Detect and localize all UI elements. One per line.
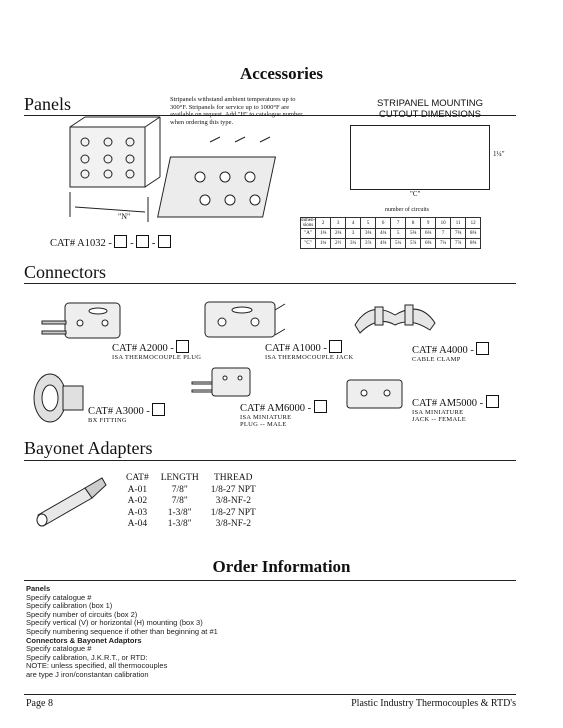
- table-cell: 7/8": [171, 496, 188, 506]
- circuit-cell: 5: [361, 218, 376, 229]
- circuit-cell: 12: [466, 218, 481, 229]
- order-heading: Order Information: [212, 557, 351, 576]
- connector-am5000-desc2: JACK -- FEMALE: [412, 416, 467, 423]
- connector-am6000-desc1: ISA MINIATURE: [240, 414, 292, 421]
- connector-am5000: [412, 395, 499, 423]
- panels-heading: Panels: [24, 94, 71, 114]
- a4000-calibration-box[interactable]: [476, 342, 489, 355]
- footer-rule: [24, 694, 516, 695]
- circuit-cell: 4: [346, 218, 361, 229]
- circuit-cell: "A": [301, 229, 316, 239]
- circuit-cell: 6: [376, 218, 391, 229]
- circuit-cell: 3: [331, 218, 346, 229]
- connector-am5000-desc1: ISA MINIATURE: [412, 409, 464, 416]
- publication-title: Plastic Industry Thermocouples & RTD's: [351, 698, 516, 709]
- order-line: Specify calibration, J.K.R.T., or RTD:: [26, 652, 148, 662]
- circuit-cell: 8: [406, 218, 421, 229]
- a2000-calibration-box[interactable]: [176, 340, 189, 353]
- circuit-cell: 3⅞: [361, 239, 376, 249]
- table-row: [120, 485, 262, 497]
- circuit-cell: 6⅜: [421, 229, 436, 239]
- circuit-cell: 1¾: [316, 239, 331, 249]
- bayonet-column-header: LENGTH: [160, 473, 199, 483]
- table-cell: 1-3/8": [167, 507, 192, 518]
- circuit-cell: 2: [316, 218, 331, 229]
- table-cell: 3/8-NF-2: [215, 496, 251, 506]
- connector-a2000-cat: CAT# A2000 -: [112, 343, 174, 354]
- miniature-jack-icon: [342, 375, 412, 415]
- circuit-cell: 3⅝: [361, 229, 376, 239]
- order-line: Connectors & Bayonet Adaptors: [26, 635, 142, 645]
- connector-a4000-desc: CABLE CLAMP: [412, 356, 461, 363]
- circuit-row-c: [301, 239, 481, 249]
- order-line: Specify numbering sequence if other than beginning at #1: [26, 626, 218, 636]
- am5000-calibration-box[interactable]: [486, 395, 499, 408]
- mounting-title-line1: STRIPANEL MOUNTING: [376, 98, 484, 109]
- cutout-width: "C": [410, 190, 421, 198]
- circuit-cell: 2⅜: [331, 229, 346, 239]
- circuit-cell: 6⅝: [421, 239, 436, 249]
- mounting-title-line2: CUTOUT DIMENSIONS: [378, 109, 482, 120]
- order-line: NOTE: unless specified, all thermocouples: [26, 661, 168, 671]
- connector-a3000-desc: BX FITTING: [88, 417, 127, 424]
- circuit-cell: 7¼: [436, 239, 451, 249]
- a3000-calibration-box[interactable]: [152, 403, 165, 416]
- circuits-header: number of circuits: [385, 207, 429, 213]
- connector-am6000-cat: CAT# AM6000 -: [240, 403, 312, 414]
- circuit-cell: 8⅝: [466, 239, 481, 249]
- connector-a1000: [265, 340, 354, 361]
- table-cell: 7/8": [171, 484, 188, 495]
- page-number: Page 8: [26, 698, 53, 709]
- circuit-cell: 5⅞: [406, 239, 421, 249]
- circuit-cell: 7: [436, 229, 451, 239]
- bayonet-heading: Bayonet Adapters: [24, 438, 153, 458]
- connector-a3000: [88, 403, 165, 424]
- order-line: Specify catalogue #: [26, 644, 92, 654]
- mounting-title: [345, 98, 515, 120]
- order-line: Specify number of circuits (box 2): [26, 609, 138, 619]
- table-cell: 1/8-27 NPT: [210, 484, 256, 495]
- order-line: are type J iron/constantan calibration: [26, 669, 149, 679]
- table-cell: A-04: [127, 519, 148, 529]
- table-cell: 3/8-NF-2: [215, 519, 251, 529]
- circuit-table: [300, 217, 481, 249]
- circuit-cell: 3: [346, 229, 361, 239]
- cutout-rectangle: [350, 125, 490, 190]
- table-cell: A-03: [127, 507, 148, 518]
- calibration-box[interactable]: [114, 235, 127, 248]
- order-line: Panels: [26, 584, 51, 593]
- connectors-rule: [24, 283, 516, 284]
- connector-am6000: [240, 400, 327, 428]
- cable-clamp-icon: [350, 295, 440, 345]
- circuit-cell: 10: [436, 218, 451, 229]
- panels-cat: CAT# A1032 - - -: [50, 235, 171, 249]
- connector-a4000-cat: CAT# A4000 -: [412, 345, 474, 356]
- circuit-cell: 7: [391, 218, 406, 229]
- table-row: [120, 508, 262, 520]
- circuit-header-row: [301, 218, 481, 229]
- mounting-box[interactable]: [158, 235, 171, 248]
- bayonet-adapter-icon: [30, 470, 110, 530]
- circuit-row-a: [301, 229, 481, 239]
- table-cell: A-01: [127, 484, 148, 495]
- connector-a2000-desc: ISA THERMOCOUPLE PLUG: [112, 354, 202, 361]
- cutout-height: 1¼": [493, 150, 505, 158]
- dim-n-label: "N": [118, 212, 131, 221]
- circuit-cell: 5¼: [391, 239, 406, 249]
- circuit-cell: "C": [301, 239, 316, 249]
- circuit-cell: 11: [451, 218, 466, 229]
- circuit-cell: 7⅝: [451, 229, 466, 239]
- panels-note: Stripanels withstand ambient temperatures up to 300°F. Stripanels for service up to 1000°F are available on request. Add "H" to catalogue number when ordering this type.: [170, 96, 303, 126]
- table-cell: 1-3/8": [167, 519, 192, 529]
- circuit-cell: 5⅝: [406, 229, 421, 239]
- connector-am6000-desc2: PLUG -- MALE: [240, 421, 287, 428]
- a1000-calibration-box[interactable]: [329, 340, 342, 353]
- bayonet-table: [120, 473, 262, 531]
- bayonet-column-header: CAT#: [126, 473, 149, 483]
- circuit-cell: 7⅞: [451, 239, 466, 249]
- connector-a3000-cat: CAT# A3000 -: [88, 406, 150, 417]
- circuit-cell: 4⅝: [376, 239, 391, 249]
- table-row: [120, 496, 262, 508]
- circuit-cell: 8⅜: [466, 229, 481, 239]
- stripanel-illustration: [60, 112, 300, 232]
- circuit-cell: dimen-sions: [301, 218, 316, 228]
- bayonet-rule: [24, 460, 516, 461]
- connector-a2000: [112, 340, 201, 361]
- circuit-cell: 2½: [331, 239, 346, 249]
- order-line: Specify calibration (box 1): [26, 601, 113, 611]
- circuit-cell: 9: [421, 218, 436, 229]
- circuit-cell: 5: [391, 229, 406, 239]
- order-rule: [24, 580, 516, 581]
- bx-fitting-icon: [25, 368, 95, 428]
- circuits-box[interactable]: [136, 235, 149, 248]
- circuit-cell: 1⅝: [316, 229, 331, 239]
- connectors-heading: Connectors: [24, 262, 106, 282]
- connector-a1000-desc: ISA THERMOCOUPLE JACK: [265, 354, 354, 361]
- order-instructions: [26, 585, 218, 680]
- panels-cat-label: CAT# A1032 -: [50, 238, 112, 249]
- connector-a1000-cat: CAT# A1000 -: [265, 343, 327, 354]
- order-line: Specify vertical (V) or horizontal (H) mounting (box 3): [26, 618, 203, 628]
- connector-am5000-cat: CAT# AM5000 -: [412, 398, 484, 409]
- bayonet-column-header: THREAD: [214, 473, 253, 483]
- page-title: Accessories: [239, 64, 324, 83]
- table-cell: A-02: [127, 496, 148, 506]
- circuit-cell: 4⅜: [376, 229, 391, 239]
- am6000-calibration-box[interactable]: [314, 400, 327, 413]
- connector-a4000: [412, 342, 489, 363]
- table-cell: 1/8-27 NPT: [210, 507, 256, 518]
- circuit-cell: 3¼: [346, 239, 361, 249]
- table-row: [120, 519, 262, 531]
- order-line: Specify catalogue #: [26, 592, 92, 602]
